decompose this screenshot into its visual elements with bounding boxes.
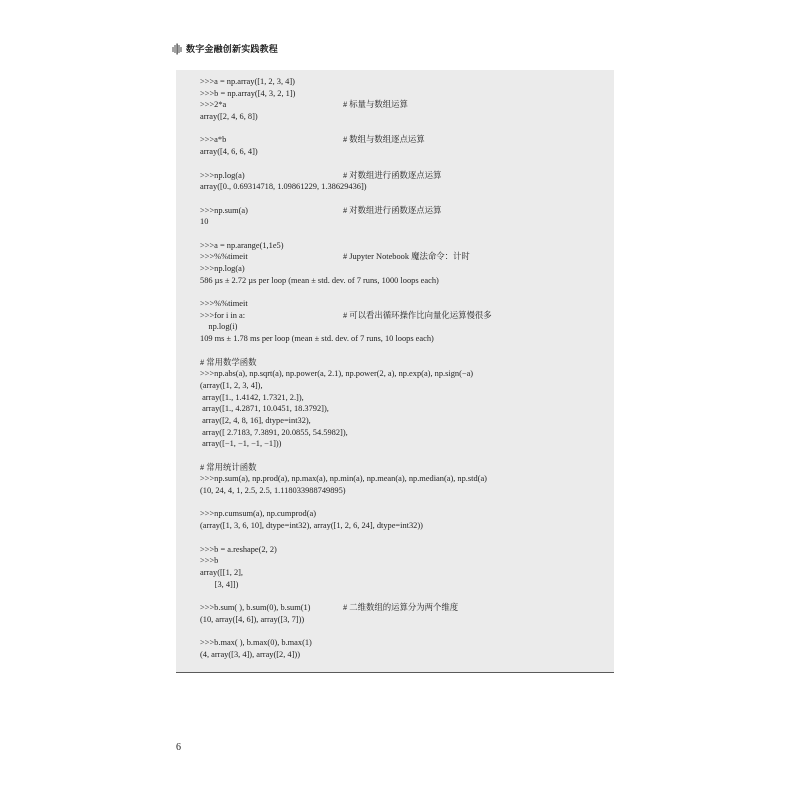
code-text: 10 (200, 217, 209, 227)
code-line (200, 602, 614, 614)
code-text: # 常用数学函数 (200, 357, 257, 367)
code-text: >>>a = np.arange(1,1e5) (200, 240, 284, 250)
page-number: 6 (176, 742, 181, 753)
code-text: np.log(i) (200, 322, 238, 332)
code-text: array([−1, −1, −1, −1])) (200, 439, 282, 449)
blank-line (200, 123, 614, 135)
code-text: >>>np.abs(a), np.sqrt(a), np.power(a, 2.1), np.power(2, a), np.exp(a), np.sign(−a) (200, 369, 474, 379)
code-text: >>>np.sum(a), np.prod(a), np.max(a), np.min(a), np.mean(a), np.median(a), np.std(a) (200, 474, 487, 484)
code-line (200, 170, 614, 182)
code-text: # 常用统计函数 (200, 462, 257, 472)
code-text: >>>b = a.reshape(2, 2) (200, 544, 277, 554)
code-text: >>>b = np.array([4, 3, 2, 1]) (200, 88, 296, 98)
code-line (200, 181, 614, 193)
code-line (200, 427, 614, 439)
code-text: >>>a = np.array([1, 2, 3, 4]) (200, 77, 295, 86)
code-text: >>>np.sum(a) (200, 205, 248, 215)
code-text: (array([1, 3, 6, 10], dtype=int32), array([1, 2, 6, 24], dtype=int32)) (200, 521, 423, 531)
code-text: 109 ms ± 1.78 ms per loop (mean ± std. dev. of 7 runs, 10 loops each) (200, 334, 434, 344)
code-comment: # 对数组进行函数逐点运算 (343, 170, 442, 180)
code-text: >>>a*b (200, 135, 227, 145)
code-text: >>>np.log(a) (200, 264, 245, 273)
code-line (200, 251, 614, 263)
blank-line (200, 158, 614, 170)
code-block (176, 70, 614, 673)
code-text: >>>b.sum( ), b.sum(0), b.sum(1) (200, 602, 311, 612)
code-line (200, 263, 614, 275)
code-line (200, 485, 614, 497)
code-line (200, 99, 614, 111)
code-line (200, 205, 614, 217)
book-logo-icon (172, 42, 182, 54)
code-text: (array([1, 2, 3, 4]), (200, 380, 263, 390)
code-line (200, 508, 614, 520)
code-line (200, 473, 614, 485)
running-header (172, 41, 278, 55)
code-line (200, 637, 614, 649)
code-text: array([2, 4, 8, 16], dtype=int32), (200, 415, 311, 425)
code-line (200, 298, 614, 310)
code-line (200, 368, 614, 380)
blank-line (200, 450, 614, 462)
code-line (200, 392, 614, 404)
code-line (200, 567, 614, 579)
code-comment: # 可以看出循环操作比向量化运算慢很多 (343, 310, 492, 320)
code-text: >>>%%timeit (200, 299, 248, 309)
code-line (200, 240, 614, 252)
code-comment: # 标量与数组运算 (343, 100, 408, 110)
code-line (200, 380, 614, 392)
code-line (200, 333, 614, 345)
code-text: >>>%%timeit (200, 252, 248, 262)
code-comment: # 数组与数组逐点运算 (343, 135, 425, 145)
code-line (200, 438, 614, 450)
blank-line (200, 497, 614, 509)
blank-line (200, 345, 614, 357)
code-comment: # Jupyter Notebook 魔法命令：计时 (343, 252, 470, 262)
code-line (200, 403, 614, 415)
code-text: (4, array([3, 4]), array([2, 4])) (200, 649, 300, 659)
code-text: (10, array([4, 6]), array([3, 7])) (200, 614, 305, 624)
code-line (200, 216, 614, 228)
code-line (200, 520, 614, 532)
code-text: >>>np.log(a) (200, 170, 245, 180)
code-text: [3, 4]]) (200, 579, 239, 589)
code-line (200, 111, 614, 123)
code-line (200, 544, 614, 556)
code-text: array([1., 4.2871, 10.0451, 18.3792]), (200, 404, 329, 414)
code-text: >>>b (200, 556, 219, 566)
code-line (200, 76, 614, 88)
code-line (200, 321, 614, 333)
code-line (200, 88, 614, 100)
code-comment: # 对数组进行函数逐点运算 (343, 205, 442, 215)
code-line (200, 357, 614, 369)
code-text: >>>np.cumsum(a), np.cumprod(a) (200, 509, 317, 519)
blank-line (200, 625, 614, 637)
code-text: array([[1, 2], (200, 567, 244, 577)
code-line (200, 310, 614, 322)
code-text: array([0., 0.69314718, 1.09861229, 1.38629436]) (200, 182, 367, 192)
code-text: array([4, 6, 6, 4]) (200, 147, 258, 157)
code-lines (200, 76, 614, 660)
blank-line (200, 286, 614, 298)
code-text: 586 µs ± 2.72 µs per loop (mean ± std. dev. of 7 runs, 1000 loops each) (200, 275, 439, 285)
code-line (200, 275, 614, 287)
blank-line (200, 590, 614, 602)
blank-line (200, 193, 614, 205)
code-text: array([1., 1.4142, 1.7321, 2.]), (200, 392, 304, 402)
code-line (200, 579, 614, 591)
code-text: >>>2*a (200, 100, 227, 110)
code-comment: # 二维数组的运算分为两个维度 (343, 602, 459, 612)
code-line (200, 134, 614, 146)
code-text: >>>for i in a: (200, 310, 246, 320)
code-text: array([2, 4, 6, 8]) (200, 112, 258, 122)
code-line (200, 462, 614, 474)
code-line (200, 614, 614, 626)
book-title: 数字金融创新实践教程 (186, 43, 279, 54)
code-text: >>>b.max( ), b.max(0), b.max(1) (200, 638, 312, 647)
code-line (200, 649, 614, 661)
code-line (200, 146, 614, 158)
blank-line (200, 532, 614, 544)
code-line (200, 415, 614, 427)
blank-line (200, 228, 614, 240)
code-line (200, 555, 614, 567)
code-text: array([ 2.7183, 7.3891, 20.0855, 54.5982]), (200, 427, 348, 437)
code-text: (10, 24, 4, 1, 2.5, 2.5, 1.118033988749895) (200, 486, 346, 496)
